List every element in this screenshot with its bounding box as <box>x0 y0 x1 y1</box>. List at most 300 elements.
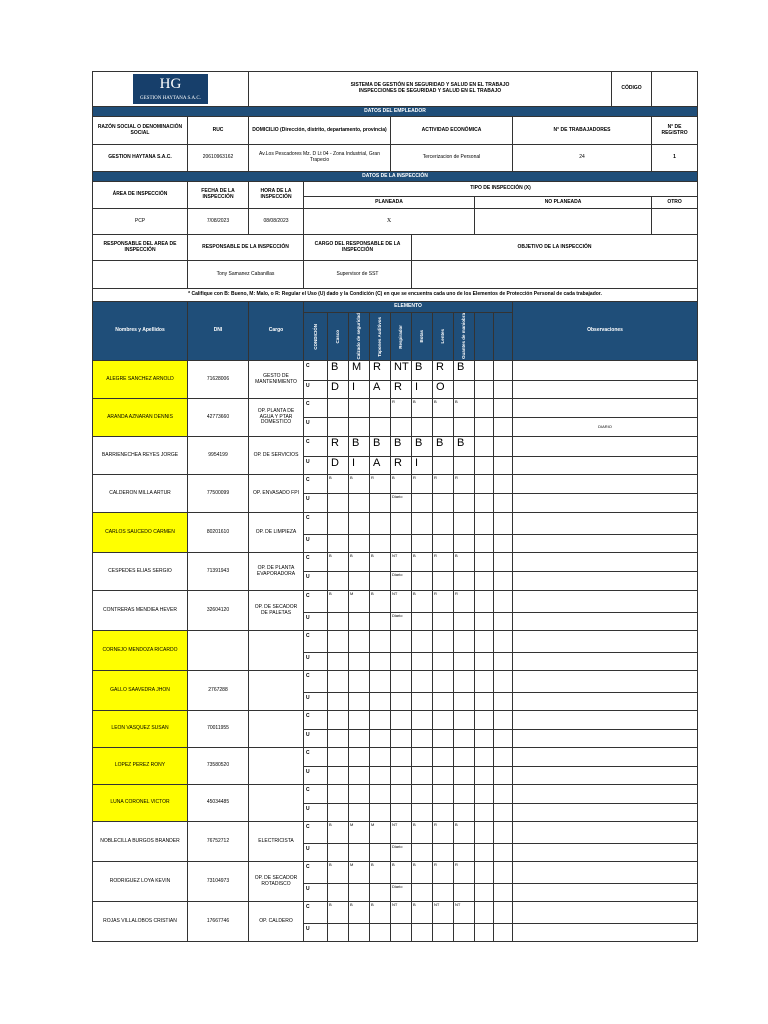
otro-value[interactable] <box>652 209 698 235</box>
grade-cell[interactable]: R <box>370 475 391 494</box>
grade-cell[interactable] <box>494 418 513 437</box>
grade-cell[interactable] <box>412 804 433 822</box>
worker-name[interactable]: RODRIGUEZ LOYA KEVIN <box>93 862 188 902</box>
grade-cell[interactable] <box>454 730 475 748</box>
grade-cell[interactable] <box>391 748 412 767</box>
observation-cell[interactable] <box>513 653 698 671</box>
worker-name[interactable]: BARRIENECHEA REYES JORGE <box>93 437 188 475</box>
grade-cell[interactable] <box>454 494 475 513</box>
worker-cargo[interactable] <box>249 748 304 785</box>
worker-cargo[interactable]: GESTO DE MANTENIMIENTO <box>249 361 304 399</box>
grade-cell[interactable] <box>475 399 494 418</box>
grade-cell[interactable] <box>412 513 433 535</box>
grade-cell[interactable]: B <box>349 437 370 457</box>
grade-cell[interactable]: B <box>454 553 475 572</box>
grade-cell[interactable] <box>494 399 513 418</box>
grade-cell[interactable] <box>475 653 494 671</box>
grade-cell[interactable]: NT <box>454 902 475 924</box>
grade-cell[interactable] <box>454 457 475 475</box>
grade-cell[interactable]: R <box>412 475 433 494</box>
grade-cell[interactable] <box>391 535 412 553</box>
grade-cell[interactable] <box>475 844 494 862</box>
grade-cell[interactable]: A <box>370 457 391 475</box>
observation-cell[interactable] <box>513 494 698 513</box>
grade-cell[interactable] <box>412 730 433 748</box>
grade-cell[interactable] <box>433 711 454 730</box>
observation-cell[interactable] <box>513 613 698 631</box>
grade-cell[interactable] <box>349 748 370 767</box>
grade-cell[interactable] <box>494 572 513 591</box>
worker-cargo[interactable] <box>249 671 304 711</box>
grade-cell[interactable] <box>475 475 494 494</box>
grade-cell[interactable] <box>391 671 412 693</box>
grade-cell[interactable] <box>433 924 454 942</box>
worker-cargo[interactable]: ELECTRICISTA <box>249 822 304 862</box>
grade-cell[interactable] <box>349 767 370 785</box>
grade-cell[interactable]: M <box>349 591 370 613</box>
grade-cell[interactable] <box>433 631 454 653</box>
grade-cell[interactable] <box>433 513 454 535</box>
grade-cell[interactable] <box>328 613 349 631</box>
grade-cell[interactable] <box>370 884 391 902</box>
grade-cell[interactable] <box>433 457 454 475</box>
worker-name[interactable]: CALDERON MILLA ARTUR <box>93 475 188 513</box>
grade-cell[interactable] <box>475 693 494 711</box>
grade-cell[interactable] <box>494 613 513 631</box>
grade-cell[interactable] <box>370 711 391 730</box>
grade-cell[interactable]: B <box>454 822 475 844</box>
grade-cell[interactable] <box>475 730 494 748</box>
observation-cell[interactable] <box>513 804 698 822</box>
grade-cell[interactable]: R <box>454 475 475 494</box>
grade-cell[interactable] <box>412 844 433 862</box>
grade-cell[interactable]: M <box>349 822 370 844</box>
worker-dni[interactable]: 71628006 <box>188 361 249 399</box>
worker-cargo[interactable]: OP. PLANTA DE AGUA Y PTAR DOMESTICO <box>249 399 304 437</box>
grade-cell[interactable] <box>370 513 391 535</box>
grade-cell[interactable] <box>370 418 391 437</box>
grade-cell[interactable] <box>328 924 349 942</box>
worker-dni[interactable]: 71391943 <box>188 553 249 591</box>
grade-cell[interactable]: I <box>349 457 370 475</box>
worker-dni[interactable]: 45034485 <box>188 785 249 822</box>
grade-cell[interactable] <box>494 804 513 822</box>
grade-cell[interactable] <box>391 494 412 513</box>
grade-cell[interactable] <box>412 785 433 804</box>
grade-cell[interactable]: R <box>433 553 454 572</box>
grade-cell[interactable] <box>494 437 513 457</box>
observation-cell[interactable] <box>513 862 698 884</box>
worker-name[interactable]: ROJAS VILLALOBOS CRISTIAN <box>93 902 188 942</box>
grade-cell[interactable] <box>370 535 391 553</box>
grade-cell[interactable] <box>475 822 494 844</box>
grade-cell[interactable] <box>454 924 475 942</box>
observation-cell[interactable] <box>513 381 698 399</box>
grade-cell[interactable]: D <box>328 457 349 475</box>
grade-cell[interactable] <box>412 693 433 711</box>
worker-name[interactable]: LUNA CORONEL VICTOR <box>93 785 188 822</box>
grade-cell[interactable]: B <box>328 822 349 844</box>
grade-cell[interactable] <box>475 748 494 767</box>
domicilio-value[interactable]: Av.Los Pescadores Mz. D Lt 04 - Zona Industrial, Gran Trapecio <box>249 145 391 172</box>
grade-cell[interactable] <box>475 513 494 535</box>
grade-cell[interactable] <box>370 399 391 418</box>
grade-cell[interactable] <box>328 671 349 693</box>
grade-cell[interactable]: B <box>412 902 433 924</box>
grade-cell[interactable] <box>328 884 349 902</box>
grade-cell[interactable] <box>475 785 494 804</box>
grade-cell[interactable] <box>328 693 349 711</box>
grade-cell[interactable] <box>349 399 370 418</box>
grade-cell[interactable] <box>475 902 494 924</box>
grade-cell[interactable] <box>494 591 513 613</box>
grade-cell[interactable]: I <box>349 381 370 399</box>
grade-cell[interactable]: B <box>370 862 391 884</box>
area-value[interactable]: PCP <box>93 209 188 235</box>
grade-cell[interactable]: B <box>328 361 349 381</box>
grade-cell[interactable]: B <box>391 475 412 494</box>
grade-cell[interactable] <box>494 711 513 730</box>
grade-cell[interactable] <box>391 924 412 942</box>
grade-cell[interactable] <box>370 572 391 591</box>
grade-cell[interactable] <box>391 767 412 785</box>
grade-cell[interactable]: R <box>433 822 454 844</box>
grade-cell[interactable] <box>475 804 494 822</box>
grade-cell[interactable] <box>475 535 494 553</box>
grade-cell[interactable] <box>494 671 513 693</box>
grade-cell[interactable] <box>328 535 349 553</box>
observation-cell[interactable] <box>513 513 698 535</box>
grade-cell[interactable]: NT <box>391 822 412 844</box>
grade-cell[interactable] <box>475 767 494 785</box>
grade-cell[interactable] <box>391 631 412 653</box>
hora-value[interactable]: 08/08/2023 <box>249 209 304 235</box>
grade-cell[interactable]: B <box>412 591 433 613</box>
grade-cell[interactable] <box>494 767 513 785</box>
observation-cell[interactable] <box>513 457 698 475</box>
grade-cell[interactable] <box>391 653 412 671</box>
grade-cell[interactable] <box>433 613 454 631</box>
grade-cell[interactable] <box>494 631 513 653</box>
observation-cell[interactable] <box>513 553 698 572</box>
grade-cell[interactable] <box>454 513 475 535</box>
grade-cell[interactable] <box>433 844 454 862</box>
grade-cell[interactable] <box>475 671 494 693</box>
grade-cell[interactable] <box>475 418 494 437</box>
grade-cell[interactable] <box>391 513 412 535</box>
worker-name[interactable]: LEON VASQUEZ SUSAN <box>93 711 188 748</box>
grade-cell[interactable] <box>494 884 513 902</box>
grade-cell[interactable]: B <box>349 553 370 572</box>
grade-cell[interactable]: B <box>454 361 475 381</box>
grade-cell[interactable] <box>454 671 475 693</box>
observation-cell[interactable] <box>513 924 698 942</box>
observation-cell[interactable] <box>513 361 698 381</box>
grade-cell[interactable] <box>370 844 391 862</box>
grade-cell[interactable] <box>494 475 513 494</box>
worker-dni[interactable]: 42773660 <box>188 399 249 437</box>
grade-cell[interactable] <box>454 631 475 653</box>
grade-cell[interactable]: B <box>349 475 370 494</box>
grade-cell[interactable] <box>349 785 370 804</box>
grade-cell[interactable] <box>475 437 494 457</box>
grade-cell[interactable] <box>494 844 513 862</box>
grade-cell[interactable] <box>494 653 513 671</box>
code-value[interactable] <box>652 72 698 107</box>
grade-cell[interactable] <box>494 553 513 572</box>
grade-cell[interactable]: R <box>391 399 412 418</box>
worker-name[interactable]: ALEGRE SANCHEZ ARNOLD <box>93 361 188 399</box>
grade-cell[interactable]: R <box>454 591 475 613</box>
grade-cell[interactable] <box>412 748 433 767</box>
grade-cell[interactable] <box>494 535 513 553</box>
observation-cell[interactable] <box>513 693 698 711</box>
grade-cell[interactable] <box>349 924 370 942</box>
grade-cell[interactable] <box>370 653 391 671</box>
grade-cell[interactable] <box>391 844 412 862</box>
worker-dni[interactable]: 9954199 <box>188 437 249 475</box>
grade-cell[interactable] <box>328 399 349 418</box>
grade-cell[interactable] <box>433 671 454 693</box>
grade-cell[interactable] <box>328 631 349 653</box>
grade-cell[interactable]: O <box>433 381 454 399</box>
grade-cell[interactable] <box>475 862 494 884</box>
grade-cell[interactable]: B <box>391 437 412 457</box>
worker-cargo[interactable] <box>249 785 304 822</box>
worker-name[interactable]: CESPEDES ELIAS SERGIO <box>93 553 188 591</box>
grade-cell[interactable]: R <box>370 361 391 381</box>
worker-cargo[interactable] <box>249 711 304 748</box>
grade-cell[interactable] <box>454 711 475 730</box>
grade-cell[interactable] <box>475 591 494 613</box>
grade-cell[interactable]: NT <box>433 902 454 924</box>
responsable-value[interactable]: Tony Samanez Cabanillas <box>188 261 304 289</box>
grade-cell[interactable] <box>433 494 454 513</box>
grade-cell[interactable] <box>433 804 454 822</box>
grade-cell[interactable]: R <box>433 475 454 494</box>
grade-cell[interactable] <box>391 711 412 730</box>
grade-cell[interactable] <box>328 767 349 785</box>
grade-cell[interactable] <box>475 631 494 653</box>
grade-cell[interactable] <box>349 653 370 671</box>
grade-cell[interactable] <box>370 631 391 653</box>
grade-cell[interactable] <box>494 822 513 844</box>
grade-cell[interactable]: B <box>328 862 349 884</box>
grade-cell[interactable] <box>475 553 494 572</box>
grade-cell[interactable]: R <box>433 862 454 884</box>
grade-cell[interactable] <box>475 924 494 942</box>
grade-cell[interactable] <box>412 613 433 631</box>
grade-cell[interactable] <box>328 804 349 822</box>
fecha-value[interactable]: 7/08/2023 <box>188 209 249 235</box>
grade-cell[interactable] <box>412 924 433 942</box>
grade-cell[interactable] <box>349 572 370 591</box>
no-planeada-value[interactable] <box>475 209 652 235</box>
grade-cell[interactable] <box>475 572 494 591</box>
grade-cell[interactable]: B <box>370 902 391 924</box>
grade-cell[interactable] <box>494 693 513 711</box>
grade-cell[interactable] <box>349 671 370 693</box>
grade-cell[interactable] <box>391 884 412 902</box>
grade-cell[interactable] <box>412 653 433 671</box>
grade-cell[interactable] <box>412 767 433 785</box>
grade-cell[interactable] <box>370 730 391 748</box>
grade-cell[interactable] <box>494 730 513 748</box>
grade-cell[interactable]: B <box>454 399 475 418</box>
grade-cell[interactable]: B <box>433 399 454 418</box>
worker-name[interactable]: CONTRERAS MENDIEA HEVER <box>93 591 188 631</box>
grade-cell[interactable]: I <box>412 381 433 399</box>
grade-cell[interactable] <box>349 730 370 748</box>
grade-cell[interactable]: B <box>349 902 370 924</box>
grade-cell[interactable]: R <box>391 457 412 475</box>
grade-cell[interactable] <box>328 785 349 804</box>
grade-cell[interactable] <box>475 613 494 631</box>
grade-cell[interactable] <box>391 804 412 822</box>
grade-cell[interactable] <box>475 711 494 730</box>
grade-cell[interactable]: R <box>454 862 475 884</box>
observation-cell[interactable] <box>513 822 698 844</box>
grade-cell[interactable] <box>475 884 494 902</box>
grade-cell[interactable] <box>370 748 391 767</box>
worker-dni[interactable]: 80201610 <box>188 513 249 553</box>
observation-cell[interactable] <box>513 884 698 902</box>
grade-cell[interactable] <box>454 653 475 671</box>
grade-cell[interactable]: B <box>412 553 433 572</box>
grade-cell[interactable] <box>391 418 412 437</box>
grade-cell[interactable] <box>454 535 475 553</box>
grade-cell[interactable] <box>328 572 349 591</box>
grade-cell[interactable]: B <box>328 902 349 924</box>
grade-cell[interactable] <box>391 693 412 711</box>
grade-cell[interactable] <box>412 671 433 693</box>
grade-cell[interactable] <box>391 785 412 804</box>
grade-cell[interactable] <box>412 494 433 513</box>
grade-cell[interactable]: B <box>412 822 433 844</box>
grade-cell[interactable] <box>328 653 349 671</box>
grade-cell[interactable] <box>433 730 454 748</box>
worker-cargo[interactable]: OP. DE SECADOR DE PALETAS <box>249 591 304 631</box>
grade-cell[interactable] <box>433 693 454 711</box>
grade-cell[interactable] <box>433 767 454 785</box>
observation-cell[interactable] <box>513 730 698 748</box>
observation-cell[interactable] <box>513 475 698 494</box>
worker-dni[interactable]: 77500099 <box>188 475 249 513</box>
ruc-value[interactable]: 20610963162 <box>188 145 249 172</box>
grade-cell[interactable] <box>370 924 391 942</box>
observation-cell[interactable] <box>513 671 698 693</box>
worker-name[interactable]: CARLOS SAUCEDO CARMEN <box>93 513 188 553</box>
grade-cell[interactable]: B <box>391 862 412 884</box>
razon-value[interactable]: GESTION HAYTANA S.A.C. <box>93 145 188 172</box>
grade-cell[interactable] <box>454 785 475 804</box>
grade-cell[interactable] <box>370 671 391 693</box>
grade-cell[interactable]: M <box>370 822 391 844</box>
grade-cell[interactable] <box>412 711 433 730</box>
grade-cell[interactable] <box>412 418 433 437</box>
worker-cargo[interactable]: OP. DE PLANTA EVAPORADORA <box>249 553 304 591</box>
grade-cell[interactable] <box>328 494 349 513</box>
grade-cell[interactable]: B <box>328 475 349 494</box>
grade-cell[interactable] <box>454 844 475 862</box>
worker-cargo[interactable]: OP. DE SERVICIOS <box>249 437 304 475</box>
grade-cell[interactable] <box>349 535 370 553</box>
grade-cell[interactable] <box>328 748 349 767</box>
grade-cell[interactable]: B <box>328 553 349 572</box>
worker-name[interactable]: GALLO SAAVEDRA JHON <box>93 671 188 711</box>
observation-cell[interactable] <box>513 399 698 418</box>
grade-cell[interactable]: B <box>433 437 454 457</box>
grade-cell[interactable] <box>391 613 412 631</box>
observation-cell[interactable] <box>513 591 698 613</box>
observation-cell[interactable] <box>513 844 698 862</box>
grade-cell[interactable] <box>454 884 475 902</box>
grade-cell[interactable] <box>454 572 475 591</box>
grade-cell[interactable]: B <box>412 399 433 418</box>
grade-cell[interactable] <box>328 418 349 437</box>
grade-cell[interactable] <box>475 457 494 475</box>
trabajadores-value[interactable]: 24 <box>513 145 652 172</box>
grade-cell[interactable] <box>328 730 349 748</box>
grade-cell[interactable]: R <box>391 381 412 399</box>
grade-cell[interactable] <box>370 693 391 711</box>
grade-cell[interactable] <box>475 381 494 399</box>
grade-cell[interactable] <box>370 804 391 822</box>
worker-name[interactable]: ARANDA AZNARAN DENNIS <box>93 399 188 437</box>
grade-cell[interactable]: NT <box>391 902 412 924</box>
grade-cell[interactable] <box>391 730 412 748</box>
grade-cell[interactable] <box>349 693 370 711</box>
grade-cell[interactable]: M <box>349 862 370 884</box>
grade-cell[interactable]: B <box>370 591 391 613</box>
grade-cell[interactable] <box>349 884 370 902</box>
grade-cell[interactable] <box>454 804 475 822</box>
grade-cell[interactable]: R <box>433 361 454 381</box>
grade-cell[interactable] <box>370 785 391 804</box>
registro-value[interactable]: 1 <box>652 145 698 172</box>
grade-cell[interactable] <box>454 613 475 631</box>
grade-cell[interactable]: NT <box>391 591 412 613</box>
grade-cell[interactable] <box>494 748 513 767</box>
objetivo-value[interactable] <box>412 261 698 289</box>
grade-cell[interactable]: I <box>412 457 433 475</box>
grade-cell[interactable]: B <box>412 862 433 884</box>
worker-name[interactable]: CORNEJO MENDOZA RICARDO <box>93 631 188 671</box>
grade-cell[interactable] <box>349 513 370 535</box>
worker-dni[interactable]: 2767288 <box>188 671 249 711</box>
grade-cell[interactable] <box>412 535 433 553</box>
grade-cell[interactable] <box>494 902 513 924</box>
observation-cell[interactable] <box>513 437 698 457</box>
grade-cell[interactable] <box>494 785 513 804</box>
grade-cell[interactable] <box>433 535 454 553</box>
grade-cell[interactable]: R <box>328 437 349 457</box>
grade-cell[interactable] <box>454 748 475 767</box>
grade-cell[interactable] <box>433 785 454 804</box>
worker-cargo[interactable]: OP. ENVASADO FPI <box>249 475 304 513</box>
grade-cell[interactable] <box>433 572 454 591</box>
observation-cell[interactable] <box>513 631 698 653</box>
grade-cell[interactable] <box>349 418 370 437</box>
grade-cell[interactable]: A <box>370 381 391 399</box>
actividad-value[interactable]: Tercerizacion de Personal <box>391 145 513 172</box>
grade-cell[interactable] <box>328 844 349 862</box>
grade-cell[interactable] <box>349 494 370 513</box>
grade-cell[interactable]: R <box>433 591 454 613</box>
grade-cell[interactable] <box>494 361 513 381</box>
worker-dni[interactable]: 73580520 <box>188 748 249 785</box>
worker-cargo[interactable]: OP. DE LIMPIEZA <box>249 513 304 553</box>
